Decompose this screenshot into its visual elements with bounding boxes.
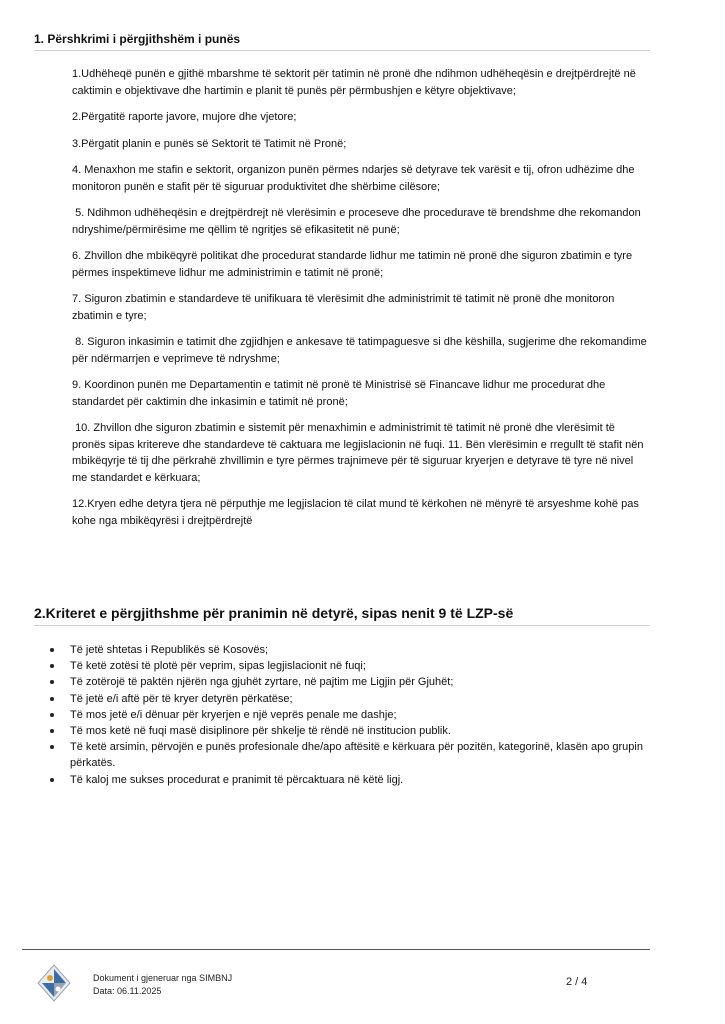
list-item bbox=[50, 723, 650, 739]
footer-generated-by: Dokument i gjeneruar nga SIMBNJ bbox=[93, 973, 233, 983]
section-1-body bbox=[72, 66, 650, 539]
bullet-icon bbox=[50, 664, 54, 668]
list-item-text: Të mos ketë në fuqi masë disiplinore për shkelje të rëndë në institucion publik. bbox=[70, 725, 451, 738]
footer-info bbox=[93, 972, 232, 998]
paragraph: 4. Menaxhon me stafin e sektorit, organizon punën përmes ndarjes së detyrave tek varësit e tij, ofron udhëzime dhe monitoron punën e stafit për të siguruar produktivitet dhe shërbime cilësore; bbox=[72, 164, 638, 193]
bullet-icon bbox=[50, 778, 54, 782]
footer-date: Data: 06.11.2025 bbox=[93, 986, 162, 996]
list-item bbox=[50, 772, 650, 788]
paragraph: 12.Kryen edhe detyra tjera në përputhje me legjislacion të cilat mund të kërkohen në mënyrë të arsyeshme kohë pas kohe nga mbikëqyrësi i drejtpërdrejtë bbox=[72, 498, 642, 527]
logo-shape bbox=[47, 975, 53, 981]
list-item-text: Të ketë zotësi të plotë për veprim, sipas legjislacionit në fuqi; bbox=[70, 660, 366, 673]
list-item bbox=[50, 642, 650, 658]
list-item-text: Të ketë arsimin, përvojën e punës profesionale dhe/apo aftësitë e kërkuara për pozitën, kategorinë, klasën apo grupin përkatës. bbox=[70, 741, 643, 770]
paragraph: 6. Zhvillon dhe mbikëqyrë politikat dhe procedurat standarde lidhur me tatimin në pronë dhe siguron zbatimin e tyre përmes inspektimeve lidhur me administrimin e tatimit në pronë; bbox=[72, 250, 636, 279]
paragraph: 5. Ndihmon udhëheqësin e drejtpërdrejt në vlerësimin e proceseve dhe procedurave të brendshme dhe rekomandon ndryshime/përmirësime me qëllim të ngritjes së efikasitetit në punë; bbox=[72, 207, 644, 236]
page-number: 2 / 4 bbox=[566, 976, 588, 988]
bullet-icon bbox=[50, 713, 54, 717]
list-item-text: Të mos jetë e/i dënuar për kryerjen e një veprës penale me dashje; bbox=[70, 708, 397, 721]
list-item-text: Të zotërojë të paktën njërën nga gjuhët zyrtare, në pajtim me Ligjin për Gjuhët; bbox=[70, 676, 454, 689]
list-item bbox=[50, 707, 650, 723]
paragraph: 8. Siguron inkasimin e tatimit dhe zgjidhjen e ankesave të tatimpaguesve si dhe këshilla, sugjerime dhe rekomandime për ndërmarrjen e veprimeve të ndryshme; bbox=[72, 336, 650, 365]
paragraph: 7. Siguron zbatimin e standardeve të unifikuara të vlerësimit dhe administrimit të tatimit në pronë dhe monitoron zbatimin e tyre; bbox=[72, 293, 618, 322]
list-item-text: Të jetë shtetas i Republikës së Kosovës; bbox=[70, 644, 269, 656]
bullet-icon bbox=[50, 680, 54, 684]
paragraph: 2.Përgatitë raporte javore, mujore dhe vjetore; bbox=[72, 111, 297, 123]
section-1-title: 1. Përshkrimi i përgjithshëm i punës bbox=[34, 31, 650, 51]
bullet-icon bbox=[50, 745, 54, 749]
paragraph: 9. Koordinon punën me Departamentin e tatimit në pronë të Ministrisë së Financave lidhur me procedurat dhe standardet për caktimin dhe inkasimin e tatimit në pronë; bbox=[72, 379, 609, 408]
bullet-icon bbox=[50, 697, 54, 701]
paragraph: 10. Zhvillon dhe siguron zbatimin e sistemit për menaxhimin e administrimit të tatimit në pronë dhe vlerësimit të pronës sipas kritereve dhe standardeve të caktuara me legjislacionin në fuqi. 11. Bën vlerësimin e rregullt të stafit nën mbikëqyrje të tij dhe përkrahë zhvillimin e tyre përmes trajnimeve për të siguruar kryerjen e detyrave të tyre në nivel me standardet e kërkuara; bbox=[72, 422, 647, 484]
list-item bbox=[50, 658, 650, 674]
simbnj-logo-icon bbox=[36, 963, 72, 1003]
criteria-list bbox=[50, 642, 650, 788]
list-item bbox=[50, 691, 650, 707]
list-item bbox=[50, 739, 650, 771]
footer-divider bbox=[22, 949, 650, 950]
list-item bbox=[50, 674, 650, 690]
bullet-icon bbox=[50, 729, 54, 733]
section-2-title: 2.Kriteret e përgjithshme për pranimin në detyrë, sipas nenit 9 të LZP-së bbox=[34, 604, 650, 626]
bullet-icon bbox=[50, 648, 54, 652]
list-item-text: Të jetë e/i aftë për të kryer detyrën përkatëse; bbox=[70, 692, 293, 705]
paragraph: 3.Përgatit planin e punës së Sektorit të Tatimit në Pronë; bbox=[72, 137, 347, 150]
list-item-text: Të kaloj me sukses procedurat e pranimit të përcaktuara në këtë ligj. bbox=[70, 773, 404, 786]
paragraph: 1.Udhëheqë punën e gjithë mbarshme të sektorit për tatimin në pronë dhe ndihmon udhëheqësin e drejtpërdrejtë në caktimin e objektivave dhe hartimin e planit të punës për përmbushjen e këtyre objektivave; bbox=[72, 68, 639, 97]
